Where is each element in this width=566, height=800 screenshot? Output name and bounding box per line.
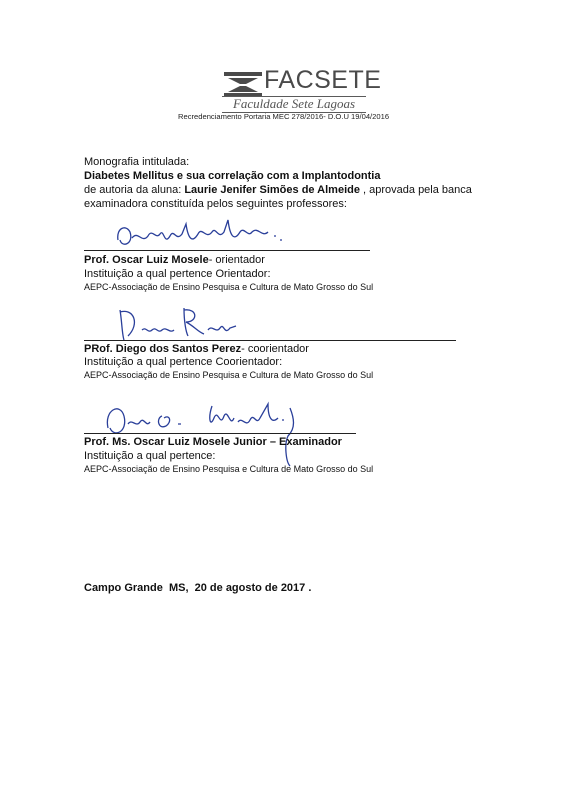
signature-line xyxy=(84,433,356,434)
examiner-2-role: - coorientador xyxy=(241,343,309,355)
examiner-1-name-line xyxy=(84,254,265,266)
author-prefix: de autoria da aluna: xyxy=(84,184,182,196)
logo-name: FACSETE xyxy=(264,66,382,94)
examiner-1-name: Prof. Oscar Luiz Mosele xyxy=(84,254,209,266)
intro-text: Monografia intitulada: xyxy=(84,156,190,168)
facsete-logo-icon xyxy=(222,70,266,96)
signature-coorientador xyxy=(112,300,252,345)
committee-line: examinadora constituída pelos seguintes professores: xyxy=(84,198,347,210)
signature-orientador xyxy=(112,210,302,255)
examiner-2-institution: AEPC-Associação de Ensino Pesquisa e Cultura de Mato Grosso do Sul xyxy=(84,370,374,380)
recredenciamento-text: Recredenciamento Portaria MEC 278/2016- D.O.U 19/04/2016 xyxy=(178,112,390,121)
examiner-1-institution: AEPC-Associação de Ensino Pesquisa e Cultura de Mato Grosso do Sul xyxy=(84,282,374,292)
signature-line xyxy=(84,250,370,251)
examiner-1-institution-label: Instituição a qual pertence Orientador: xyxy=(84,268,271,280)
examiner-1-role: - orientador xyxy=(208,254,265,266)
author-suffix: , aprovada pela banca xyxy=(363,184,472,196)
examiner-3-institution-label: Instituição a qual pertence: xyxy=(84,450,216,462)
signature-line xyxy=(84,340,456,341)
author-line xyxy=(84,184,472,196)
examiner-3-name: Prof. Ms. Oscar Luiz Mosele Junior – Examinador xyxy=(84,436,342,448)
examiner-2-name-line xyxy=(84,343,309,355)
logo-subtitle: Faculdade Sete Lagoas xyxy=(222,96,366,113)
examiner-2-name: PRof. Diego dos Santos Perez xyxy=(84,343,242,355)
author-name: Laurie Jenifer Simões de Almeide xyxy=(184,184,360,196)
monograph-title: Diabetes Mellitus e sua correlação com a Implantodontia xyxy=(84,170,381,182)
place-date: Campo Grande MS, 20 de agosto de 2017 . xyxy=(84,582,312,594)
examiner-3-institution: AEPC-Associação de Ensino Pesquisa e Cultura de Mato Grosso do Sul xyxy=(84,464,374,474)
examiner-2-institution-label: Instituição a qual pertence Coorientador: xyxy=(84,356,283,368)
